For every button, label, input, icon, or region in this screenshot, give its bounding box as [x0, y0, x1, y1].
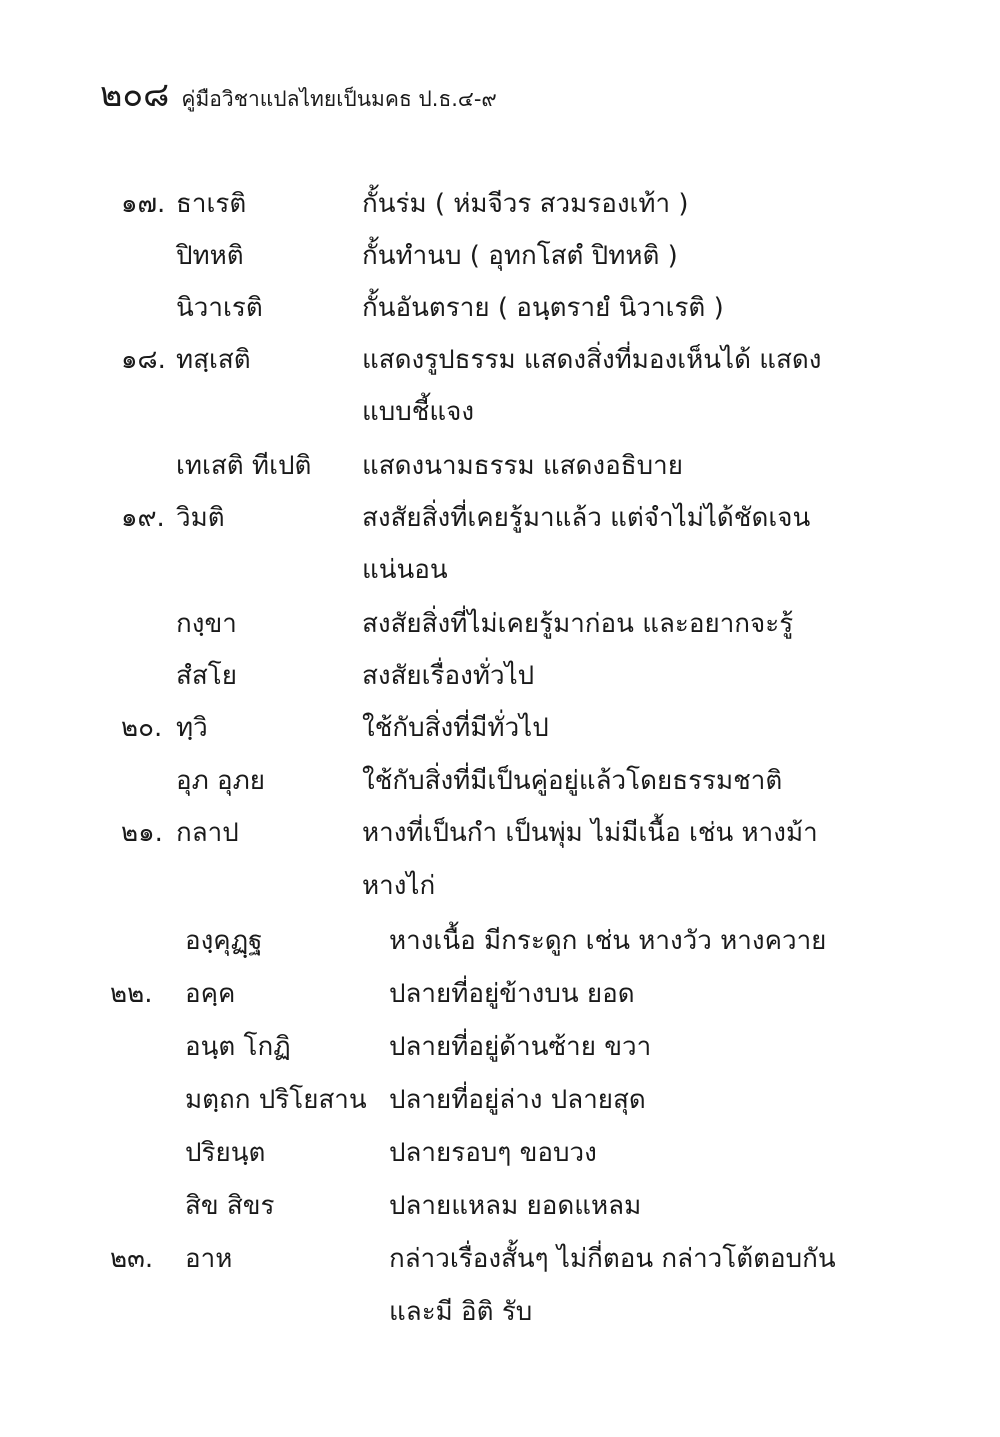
- entry-term: อุภ อุภย: [176, 766, 266, 796]
- entry-number: ๒๐.: [121, 713, 163, 743]
- entry-term: เทเสติ ทีเปติ: [176, 451, 312, 481]
- book-title: คู่มือวิชาแปลไทยเป็นมคธ ป.ธ.๔-๙: [181, 87, 497, 111]
- list-item: [0, 440, 1000, 492]
- entry-term: กลาป: [176, 818, 239, 848]
- entry-term: ปริยนฺต: [185, 1138, 266, 1168]
- entry-meaning: กล่าวเรื่องสั้นๆ ไม่กี่ตอน กล่าวโต้ตอบกัน: [389, 1244, 836, 1274]
- entry-term: สิข สิขร: [185, 1191, 275, 1221]
- entry-term: วิมติ: [176, 503, 225, 533]
- list-item: [0, 598, 1000, 650]
- list-item: [0, 1021, 1000, 1073]
- list-item: [0, 702, 1000, 754]
- entry-number: ๑๗.: [121, 189, 166, 219]
- list-item: [0, 492, 1000, 544]
- entry-meaning: แสดงนามธรรม แสดงอธิบาย: [362, 451, 683, 481]
- list-item: [0, 230, 1000, 282]
- entry-meaning: กั้นร่ม ( ห่มจีวร สวมรองเท้า ): [362, 189, 689, 219]
- entry-meaning: แบบชี้แจง: [362, 397, 475, 427]
- list-item: [0, 386, 1000, 438]
- list-item: [0, 282, 1000, 334]
- list-item: [0, 755, 1000, 807]
- entry-meaning: ปลายแหลม ยอดแหลม: [389, 1191, 642, 1221]
- list-item: [0, 807, 1000, 859]
- entry-meaning: หางไก่: [362, 871, 436, 901]
- page-number: ๒๐๘: [100, 75, 170, 115]
- entry-meaning: ใช้กับสิ่งที่มีทั่วไป: [362, 713, 549, 743]
- entry-term: นิวาเรติ: [176, 293, 263, 323]
- entry-term: อคฺค: [185, 979, 236, 1009]
- entry-meaning: ปลายที่อยู่ล่าง ปลายสุด: [389, 1085, 646, 1115]
- entry-meaning: และมี อิติ รับ: [389, 1297, 533, 1327]
- list-item: [0, 334, 1000, 386]
- entry-number: ๒๒.: [110, 979, 153, 1009]
- list-item: [0, 860, 1000, 912]
- entry-term: กงฺขา: [176, 609, 237, 639]
- entry-meaning: กั้นทำนบ ( อุทกโสตํ ปิทหติ ): [362, 241, 678, 271]
- entry-meaning: สงสัยเรื่องทั่วไป: [362, 661, 535, 691]
- list-item: [0, 968, 1000, 1020]
- entry-term: ธาเรติ: [176, 189, 247, 219]
- entry-meaning: แสดงรูปธรรม แสดงสิ่งที่มองเห็นได้ แสดง: [362, 345, 822, 375]
- entry-meaning: กั้นอันตราย ( อนฺตรายํ นิวาเรติ ): [362, 293, 724, 323]
- list-item: [0, 1233, 1000, 1285]
- entry-meaning: สงสัยสิ่งที่เคยรู้มาแล้ว แต่จำไม่ได้ชัดเจน: [362, 503, 811, 533]
- entry-term: ทฺวิ: [176, 713, 208, 743]
- entry-term: องฺคุฏฺฐ: [185, 926, 263, 956]
- entry-number: ๒๓.: [110, 1244, 154, 1274]
- entry-term: ทสฺเสติ: [176, 345, 251, 375]
- entry-meaning: หางเนื้อ มีกระดูก เช่น หางวัว หางควาย: [389, 926, 827, 956]
- entry-term: สํสโย: [176, 661, 237, 691]
- entry-meaning: แน่นอน: [362, 555, 448, 585]
- entry-meaning: ปลายรอบๆ ขอบวง: [389, 1138, 597, 1168]
- entry-meaning: ใช้กับสิ่งที่มีเป็นคู่อยู่แล้วโดยธรรมชาติ: [362, 766, 783, 796]
- entry-number: ๑๘.: [121, 345, 166, 375]
- list-item: [0, 915, 1000, 967]
- entry-meaning: ปลายที่อยู่ข้างบน ยอด: [389, 979, 635, 1009]
- list-item: [0, 1286, 1000, 1338]
- entry-number: ๑๙.: [121, 503, 165, 533]
- list-item: [0, 178, 1000, 230]
- entry-term: อนฺต โกฏิ: [185, 1032, 291, 1062]
- list-item: [0, 1127, 1000, 1179]
- list-item: [0, 1180, 1000, 1232]
- entry-meaning: ปลายที่อยู่ด้านซ้าย ขวา: [389, 1032, 652, 1062]
- entry-number: ๒๑.: [121, 818, 163, 848]
- list-item: [0, 544, 1000, 596]
- list-item: [0, 1074, 1000, 1126]
- entry-term: ปิทหติ: [176, 241, 244, 271]
- entry-term: อาห: [185, 1244, 233, 1274]
- entry-meaning: หางที่เป็นกำ เป็นพุ่ม ไม่มีเนื้อ เช่น หางม้า: [362, 818, 818, 848]
- entry-meaning: สงสัยสิ่งที่ไม่เคยรู้มาก่อน และอยากจะรู้: [362, 609, 794, 639]
- entry-term: มตฺถก ปริโยสาน: [185, 1085, 367, 1115]
- list-item: [0, 650, 1000, 702]
